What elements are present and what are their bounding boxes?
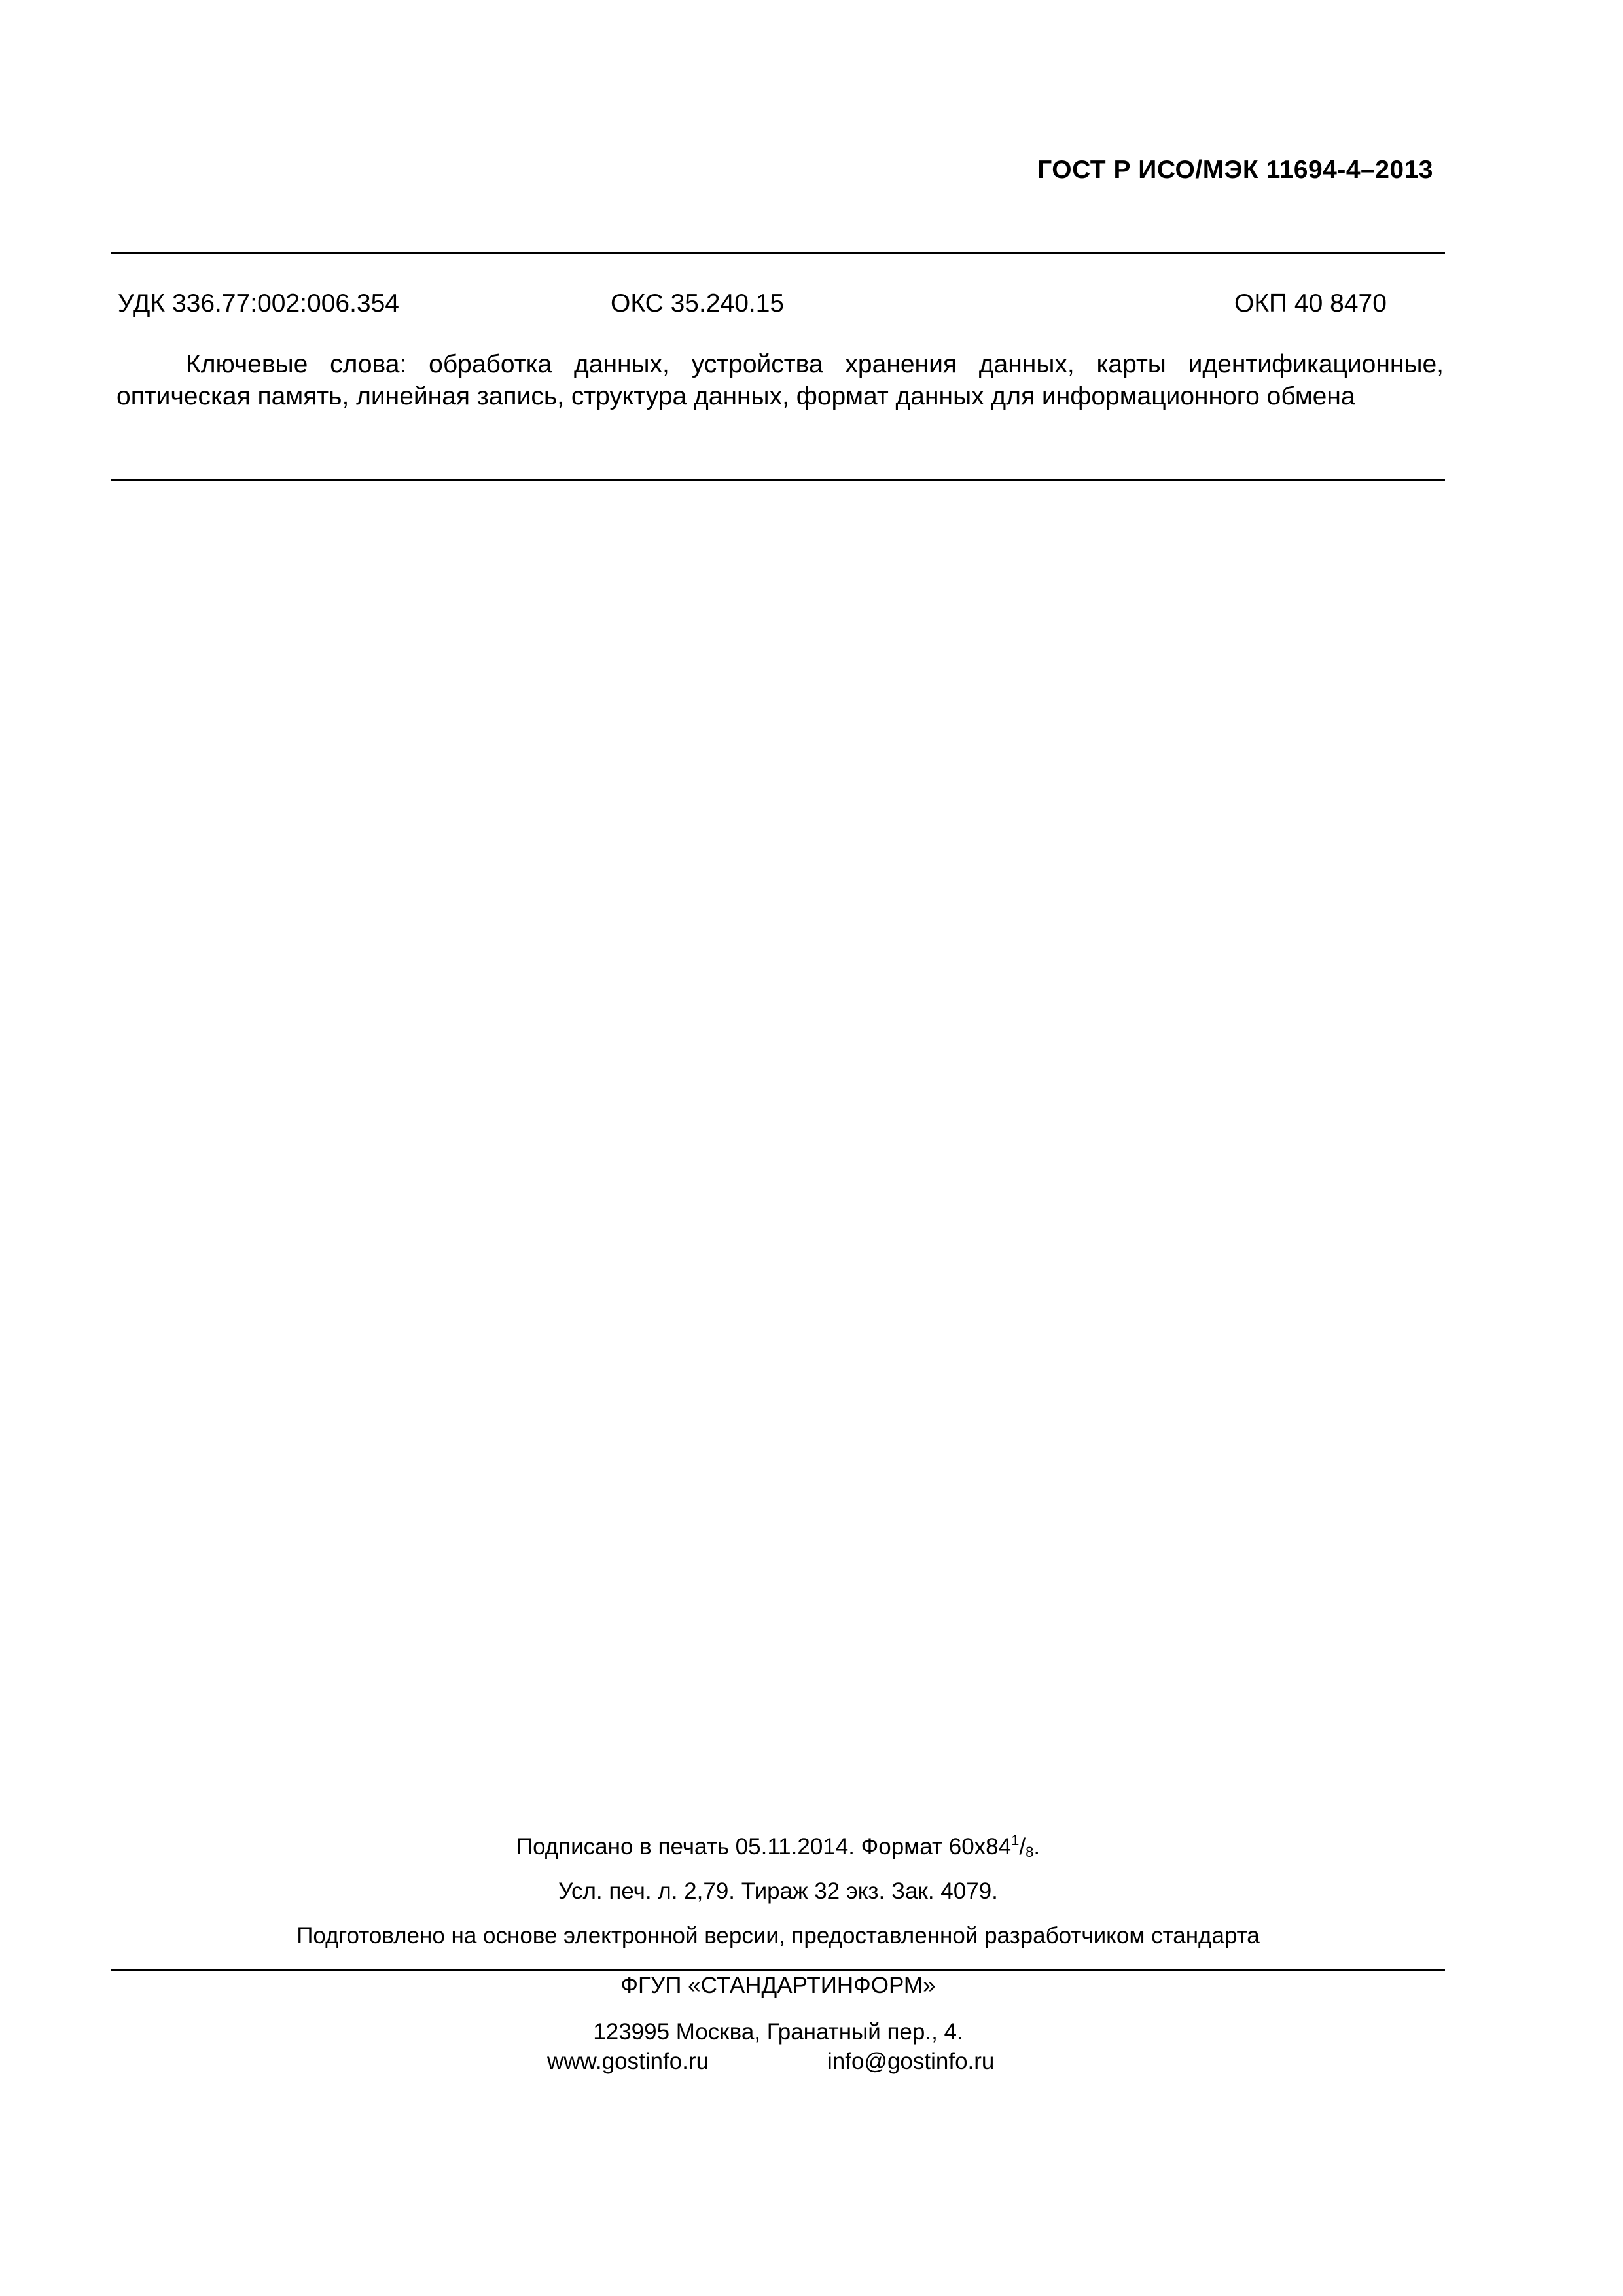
format-slash: / [1019,1834,1026,1859]
keywords-paragraph: Ключевые слова: обработка данных, устройства хранения данных, карты идентификационные, оптическая память, линейная запись, структура данных, формат данных для информационного обмена [116,350,1444,410]
top-divider [111,252,1445,254]
publisher-name: ФГУП «СТАНДАРТИНФОРМ» [620,1973,936,1998]
okp-code: ОКП 40 8470 [1234,289,1387,317]
publisher-email: info@gostinfo.ru [827,2049,995,2074]
oks-code: ОКС 35.240.15 [611,289,785,317]
bottom-divider [111,1969,1445,1971]
format-dot: . [1033,1834,1041,1859]
print-signed-text: Подписано в печать 05.11.2014. Формат 60x84 [516,1834,1012,1859]
publisher-address: 123995 Москва, Гранатный пер., 4. [593,2019,963,2045]
document-code: ГОСТ Р ИСО/МЭК 11694-4–2013 [1037,156,1433,184]
print-details-line: Усл. печ. л. 2,79. Тираж 32 экз. Зак. 4079. [558,1878,998,1904]
print-signed-line [111,1834,1445,1860]
udk-code: УДК 336.77:002:006.354 [118,289,399,317]
middle-divider [111,479,1445,481]
publisher-website: www.gostinfo.ru [547,2049,709,2074]
prepared-note: Подготовлено на основе электронной версии, предоставленной разработчиком стандарта [296,1923,1260,1948]
format-denominator: 8 [1026,1844,1034,1860]
format-numerator: 1 [1011,1832,1020,1848]
